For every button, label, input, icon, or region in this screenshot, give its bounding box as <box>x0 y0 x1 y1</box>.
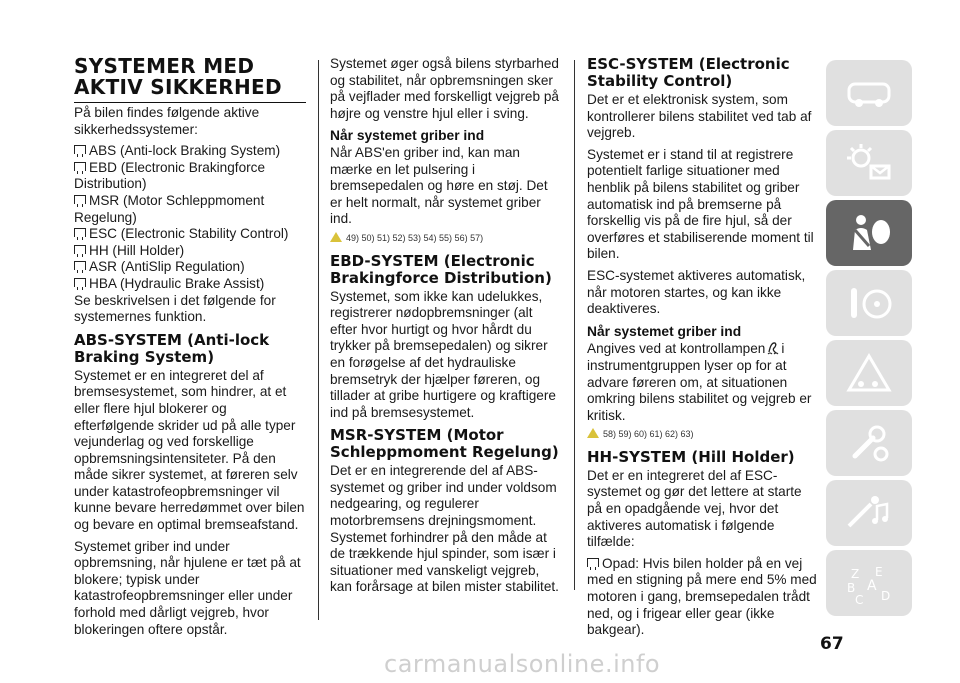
esc-warning-lamp-icon <box>767 340 779 356</box>
svg-text:A: A <box>867 578 877 594</box>
warning-triangle-icon <box>841 350 897 396</box>
hh-paragraph: Det er en integreret del af ESC-systemet og gør det lettere at starte på en opadgående vej, hvor det aktiveres automatisk i følgende tilfælde: <box>587 467 802 550</box>
esc-paragraph-3: ESC-systemet aktiveres automatisk, når motoren startes, og kan ikke deaktiveres. <box>587 267 806 317</box>
msr-heading: MSR-SYSTEM (Motor Schleppmoment Regelung) <box>330 426 559 462</box>
tab-service[interactable] <box>826 410 912 476</box>
index-letters-icon <box>841 560 897 606</box>
warning-references <box>330 230 562 247</box>
list-item <box>74 226 306 243</box>
key-steering-icon <box>841 280 897 326</box>
svg-text:C: C <box>855 593 864 606</box>
svg-text:B: B <box>847 581 856 595</box>
column-divider <box>574 60 575 590</box>
after-list-text: Se beskrivelsen i det følgende for systemernes funktion. <box>74 292 276 325</box>
list-item-text: ABS (Anti-lock Braking System) <box>89 143 281 159</box>
chapter-sidebar <box>826 60 912 620</box>
esc-intervention-text <box>587 340 819 424</box>
tab-dashboard[interactable] <box>826 60 912 126</box>
msr-paragraph: Det er en integrerende del af ABS-systemet og griber ind under voldsom nedgearing, og regulerer motorbremsens drejningsmoment. Systemet forhindrer på den måde at de trækkende hjul spinder, som især i situationer med vanskeligt vejgreb, kan forårsage at bilen mister stabilitet. <box>330 463 559 595</box>
svg-text:D: D <box>881 589 891 603</box>
tab-emergency[interactable] <box>826 340 912 406</box>
esc-paragraph-2: Systemet er i stand til at registrere potentielt farlige situationer med henblik på bilens stabilitet og griber automatisk ind på bremserne på forskellig vis på de fire hjul, så der overføres et stabiliserende moment til bilen. <box>587 146 814 262</box>
list-item <box>74 160 306 193</box>
tab-safety[interactable] <box>826 200 912 266</box>
seatbelt-airbag-icon <box>841 210 897 256</box>
lights-warning-icon <box>841 140 897 186</box>
list-item <box>74 276 306 293</box>
tab-index[interactable] <box>826 550 912 616</box>
hh-heading: HH-SYSTEM (Hill Holder) <box>587 447 795 466</box>
page-number: 67 <box>820 634 844 654</box>
subheading-esc-intervention: Når systemet griber ind <box>587 323 742 339</box>
column-1 <box>74 56 306 643</box>
esc-intervention-text-b: i instrumentgruppen lyser op for at advare føreren om, at situationen omkring bilens stabilitet og vejgreb er kritisk. <box>587 341 812 423</box>
warning-refs-text: 49) 50) 51) 52) 53) 54) 55) 56) 57) <box>346 232 484 243</box>
column-2 <box>330 56 562 601</box>
bullet-icon <box>74 228 86 237</box>
bullet-icon <box>74 162 86 171</box>
abs-heading: ABS-SYSTEM (Anti-lock Braking System) <box>74 330 270 366</box>
column-3 <box>587 56 819 639</box>
watermark: carmanualsonline.info <box>384 650 661 678</box>
bullet-icon <box>74 261 86 270</box>
tab-lights-warnings[interactable] <box>826 130 912 196</box>
tab-multimedia[interactable] <box>826 480 912 546</box>
svg-text:Z: Z <box>851 567 860 581</box>
page-title: SYSTEMER MED AKTIV SIKKERHED <box>74 56 306 103</box>
abs-paragraph-1: Systemet er en integreret del af bremsesystemet, som hindrer, at et eller flere hjul blokerer og efterfølgende skrider ud på alle typer vejunderlag og ved forskellige opbremsningsintensiteter. På den måde sikrer systemet, at føreren selv under katastrofeopbremsninger vil kunne bevare herredømmet over bilen og bevare en optimal bremseafstand. <box>74 367 305 533</box>
abs-intervention-text: Når ABS'en griber ind, kan man mærke en let pulsering i bremsepedalen og høre en støj. Det er helt normalt, når systemet griber ind. <box>330 144 548 227</box>
ebd-paragraph: Systemet, som ikke kan udelukkes, registrerer nødopbremsninger (alt efter hvor hurtigt og hvor hårdt du trykker på bremsepedalen) og sikrer en forøgelse af det hydrauliske bremsetryk der hjælper føreren, og tillader at gribe hurtigere og kraftigere ind på bremsesystemet. <box>330 288 556 420</box>
list-item-text: EBD (Electronic Brakingforce Distribution) <box>74 159 266 192</box>
warning-references <box>587 426 819 443</box>
warning-triangle-icon <box>330 232 342 242</box>
list-item-text: Opad: Hvis bilen holder på en vej med en stigning på mere end 5% med motoren i gang, bremsepedalen trådt ned, og i frigear eller gear (ikke bakgear). <box>587 555 817 638</box>
abs-paragraph-3: Systemet øger også bilens styrbarhed og stabilitet, når opbremsningen sker på vejflader med forskelligt vejgreb på højre og venstre hjul eller i sving. <box>330 56 559 121</box>
abs-paragraph-2: Systemet griber ind under opbremsning, når hjulene er tæt på at blokere; typisk under katastrofeopbremsninger eller under forhold med dårligt vejgreb, hvor blokeringen oftere opstår. <box>74 538 301 637</box>
list-item-text: ASR (AntiSlip Regulation) <box>89 259 245 275</box>
list-item-text: HBA (Hydraulic Brake Assist) <box>89 275 265 291</box>
list-item-text: ESC (Electronic Stability Control) <box>89 226 289 242</box>
wrench-service-icon <box>841 420 897 466</box>
bullet-icon <box>74 145 86 154</box>
column-divider <box>318 60 319 620</box>
list-item-text: HH (Hill Holder) <box>89 242 185 258</box>
list-item-text: MSR (Motor Schleppmoment Regelung) <box>74 192 265 225</box>
list-item <box>74 193 306 226</box>
warning-triangle-icon <box>587 428 599 438</box>
esc-paragraph-1: Det er et elektronisk system, som kontrollerer bilens stabilitet ved tab af vejgreb. <box>587 92 812 141</box>
car-dashboard-icon <box>841 70 897 116</box>
ebd-heading: EBD-SYSTEM (Electronic Brakingforce Distribution) <box>330 251 552 287</box>
list-item <box>74 243 306 260</box>
bullet-icon <box>74 245 86 254</box>
svg-text:E: E <box>875 565 883 579</box>
tab-starting-driving[interactable] <box>826 270 912 336</box>
bullet-icon <box>587 558 599 567</box>
list-item <box>587 556 819 639</box>
esc-intervention-text-a: Angives ved at kontrollampen <box>587 341 766 357</box>
list-item <box>74 259 306 276</box>
intro-text: På bilen findes følgende aktive sikkerhedssystemer: <box>74 105 260 137</box>
bullet-icon <box>74 195 86 204</box>
systems-list <box>74 143 306 292</box>
subheading-abs-intervention: Når systemet griber ind <box>330 128 485 144</box>
list-item <box>74 143 306 160</box>
warning-refs-text: 58) 59) 60) 61) 62) 63) <box>603 429 694 440</box>
bullet-icon <box>74 278 86 287</box>
esc-heading: ESC-SYSTEM (Electronic Stability Control) <box>587 55 790 90</box>
media-audio-icon <box>841 490 897 536</box>
